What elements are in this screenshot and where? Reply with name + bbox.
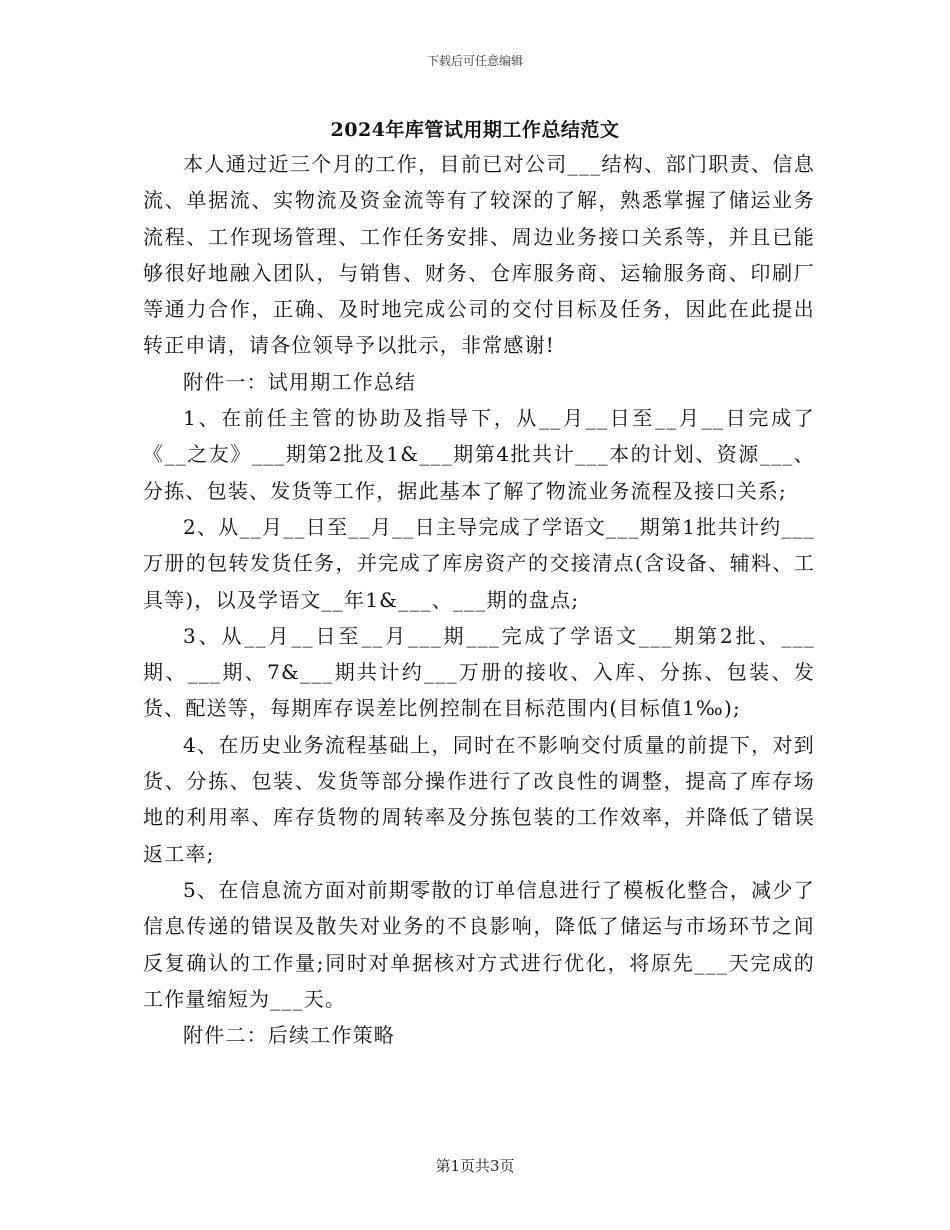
paragraph-intro: 本人通过近三个月的工作，目前已对公司___结构、部门职责、信息流、单据流、实物流及资金流等有了较深的了解，熟悉掌握了储运业务流程、工作现场管理、工作任务安排、周边业务接口关系等，并且已能够很好地融入团队，与销售、财务、仓库服务商、运输服务商、印刷厂等通力合作，正确、及时地完成公司的交付目标及任务，因此在此提出转正申请，请各位领导予以批示，非常感谢! bbox=[143, 152, 815, 358]
document-title: 2024年库管试用期工作总结范文 bbox=[330, 119, 620, 141]
paragraph-item-3: 3、从__月__日至__月___期___完成了学语文___期第2批、___期、___期、7&___期共计约___万册的接收、入库、分拣、包装、发货、配送等，每期库存误差比例控制在目标范围内(目标值1‰); bbox=[143, 623, 815, 721]
paragraph-attachment-2-heading: 附件二：后续工作策略 bbox=[183, 1023, 395, 1048]
paragraph-item-1: 1、在前任主管的协助及指导下，从__月__日至__月__日完成了《__之友》___期第2批及1&___期第4批共计___本的计划、资源___、分拣、包装、发货等工作，据此基本了解了物流业务流程及接口关系; bbox=[143, 406, 815, 503]
page-header-note: 下载后可任意编辑 bbox=[426, 54, 523, 68]
paragraph-attachment-1-heading: 附件一：试用期工作总结 bbox=[183, 369, 417, 394]
paragraph-item-2: 2、从__月__日至__月__日主导完成了学语文___期第1批共计约___万册的包转发货任务，并完成了库房资产的交接清点(含设备、辅料、工具等)，以及学语文__年1&___、___期的盘点; bbox=[143, 514, 815, 612]
paragraph-item-5: 5、在信息流方面对前期零散的订单信息进行了模板化整合，减少了信息传递的错误及散失对业务的不良影响，降低了储运与市场环节之间反复确认的工作量;同时对单据核对方式进行优化，将原先___天完成的工作量缩短为___天。 bbox=[143, 877, 815, 1011]
page-footer-number: 第1页共3页 bbox=[435, 1157, 515, 1175]
paragraph-item-4: 4、在历史业务流程基础上，同时在不影响交付质量的前提下，对到货、分拣、包装、发货等部分操作进行了改良性的调整，提高了库存场地的利用率、库存货物的周转率及分拣包装的工作效率，并降低了错误返工率; bbox=[143, 732, 815, 866]
document-body bbox=[143, 146, 815, 1053]
